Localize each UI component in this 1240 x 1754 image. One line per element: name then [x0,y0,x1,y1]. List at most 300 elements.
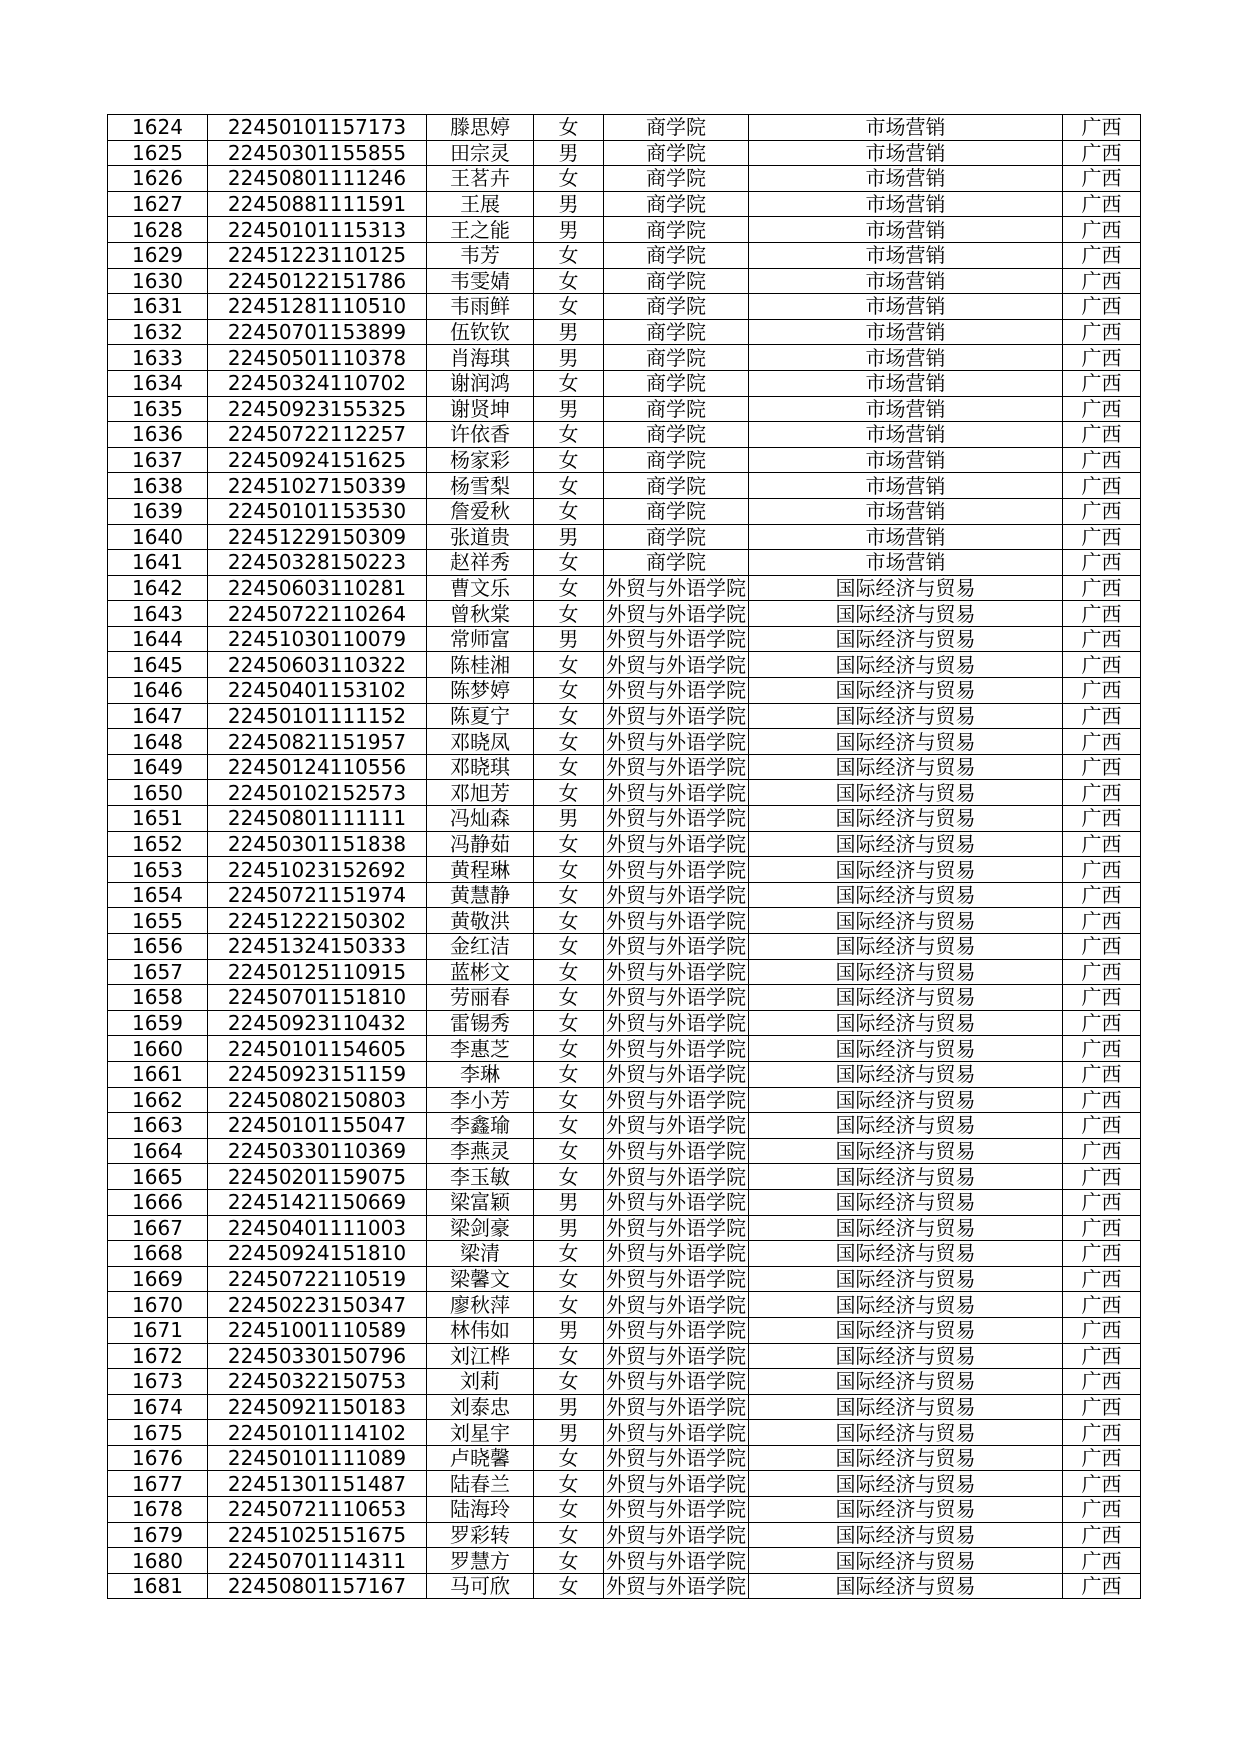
major-cell: 市场营销 [749,370,1063,396]
college-name: 商学院 [646,140,706,165]
province-cell: 广西 [1063,1113,1141,1139]
college-name: 外贸与外语学院 [606,1318,746,1343]
exam-number-cell: 22451229150309 [208,524,427,550]
gender-cell: 女 [534,242,604,268]
major-cell: 国际经济与贸易 [749,1548,1063,1574]
major-cell: 国际经济与贸易 [749,754,1063,780]
table-row [108,115,1141,141]
exam-number-cell: 22450101157173 [208,115,427,141]
college-cell [604,1394,749,1420]
college-name: 外贸与外语学院 [606,1139,746,1164]
college-name: 商学院 [646,524,706,549]
gender-cell: 女 [534,1445,604,1471]
province-cell: 广西 [1063,626,1141,652]
gender-cell: 女 [534,1522,604,1548]
student-name-cell: 梁剑豪 [427,1215,534,1241]
serial-number-cell: 1662 [108,1087,208,1113]
province-cell: 广西 [1063,191,1141,217]
table-row [108,754,1141,780]
college-name: 外贸与外语学院 [606,1420,746,1445]
college-name: 商学院 [646,294,706,319]
gender-cell: 女 [534,985,604,1011]
serial-number-cell: 1677 [108,1471,208,1497]
college-name: 外贸与外语学院 [606,1267,746,1292]
serial-number-cell: 1632 [108,319,208,345]
major-cell: 国际经济与贸易 [749,1138,1063,1164]
student-name-cell: 邓旭芳 [427,780,534,806]
student-name-cell: 卢晓馨 [427,1445,534,1471]
college-name: 外贸与外语学院 [606,959,746,984]
exam-number-cell: 22450923151159 [208,1061,427,1087]
college-cell [604,115,749,141]
college-name: 外贸与外语学院 [606,985,746,1010]
major-cell: 国际经济与贸易 [749,1164,1063,1190]
college-cell [604,242,749,268]
gender-cell: 女 [534,601,604,627]
table-row [108,1241,1141,1267]
serial-number-cell: 1644 [108,626,208,652]
college-cell [604,806,749,832]
province-cell: 广西 [1063,268,1141,294]
gender-cell: 男 [534,626,604,652]
student-name-cell: 黄敬洪 [427,908,534,934]
exam-number-cell: 22450881111591 [208,191,427,217]
college-cell [604,1369,749,1395]
college-cell [604,550,749,576]
gender-cell: 男 [534,1189,604,1215]
table-row [108,831,1141,857]
province-cell: 广西 [1063,806,1141,832]
table-row [108,1317,1141,1343]
college-name: 外贸与外语学院 [606,678,746,703]
college-name: 外贸与外语学院 [606,934,746,959]
province-cell: 广西 [1063,1394,1141,1420]
exam-number-cell: 22450301151838 [208,831,427,857]
college-cell [604,1010,749,1036]
college-name: 商学院 [646,115,706,140]
table-row [108,422,1141,448]
gender-cell: 男 [534,191,604,217]
province-cell: 广西 [1063,1241,1141,1267]
college-name: 外贸与外语学院 [606,1548,746,1573]
college-name: 外贸与外语学院 [606,703,746,728]
student-name-cell: 罗慧方 [427,1548,534,1574]
student-name-cell: 田宗灵 [427,140,534,166]
province-cell: 广西 [1063,473,1141,499]
gender-cell: 女 [534,1138,604,1164]
province-cell: 广西 [1063,1420,1141,1446]
serial-number-cell: 1650 [108,780,208,806]
college-name: 外贸与外语学院 [606,1497,746,1522]
province-cell: 广西 [1063,575,1141,601]
province-cell: 广西 [1063,1061,1141,1087]
student-name-cell: 李燕灵 [427,1138,534,1164]
student-name-cell: 曹文乐 [427,575,534,601]
province-cell: 广西 [1063,1138,1141,1164]
gender-cell: 女 [534,550,604,576]
major-cell: 国际经济与贸易 [749,882,1063,908]
college-name: 商学院 [646,268,706,293]
student-name-cell: 刘江桦 [427,1343,534,1369]
gender-cell: 女 [534,422,604,448]
major-cell: 国际经济与贸易 [749,1061,1063,1087]
province-cell: 广西 [1063,550,1141,576]
province-cell: 广西 [1063,1471,1141,1497]
serial-number-cell: 1631 [108,294,208,320]
college-cell [604,959,749,985]
student-name-cell: 林伟如 [427,1317,534,1343]
serial-number-cell: 1652 [108,831,208,857]
province-cell: 广西 [1063,780,1141,806]
table-row [108,550,1141,576]
serial-number-cell: 1638 [108,473,208,499]
student-name-cell: 陈梦婷 [427,678,534,704]
college-cell [604,1241,749,1267]
student-name-cell: 李琳 [427,1061,534,1087]
exam-number-cell: 22450801157167 [208,1573,427,1599]
college-name: 外贸与外语学院 [606,1522,746,1547]
student-name-cell: 廖秋萍 [427,1292,534,1318]
gender-cell: 女 [534,166,604,192]
student-name-cell: 谢贤坤 [427,396,534,422]
college-cell [604,524,749,550]
exam-number-cell: 22450722110519 [208,1266,427,1292]
exam-number-cell: 22450924151810 [208,1241,427,1267]
major-cell: 国际经济与贸易 [749,780,1063,806]
exam-number-cell: 22451281110510 [208,294,427,320]
table-row [108,575,1141,601]
table-row [108,473,1141,499]
college-name: 外贸与外语学院 [606,1062,746,1087]
exam-number-cell: 22451023152692 [208,857,427,883]
student-name-cell: 冯静茹 [427,831,534,857]
gender-cell: 女 [534,754,604,780]
table-row [108,806,1141,832]
gender-cell: 男 [534,217,604,243]
exam-number-cell: 22450801111111 [208,806,427,832]
gender-cell: 女 [534,575,604,601]
serial-number-cell: 1667 [108,1215,208,1241]
major-cell: 市场营销 [749,447,1063,473]
table-row [108,447,1141,473]
college-name: 外贸与外语学院 [606,1394,746,1419]
major-cell: 市场营销 [749,345,1063,371]
table-row [108,1036,1141,1062]
student-name-cell: 李鑫瑜 [427,1113,534,1139]
student-name-cell: 刘星宇 [427,1420,534,1446]
student-name-cell: 陈桂湘 [427,652,534,678]
serial-number-cell: 1660 [108,1036,208,1062]
serial-number-cell: 1636 [108,422,208,448]
table-row [108,1215,1141,1241]
major-cell: 国际经济与贸易 [749,857,1063,883]
student-name-cell: 张道贵 [427,524,534,550]
college-name: 外贸与外语学院 [606,1164,746,1189]
province-cell: 广西 [1063,1189,1141,1215]
student-name-cell: 罗彩转 [427,1522,534,1548]
gender-cell: 女 [534,1087,604,1113]
college-cell [604,345,749,371]
serial-number-cell: 1639 [108,498,208,524]
table-row [108,780,1141,806]
exam-number-cell: 22450124110556 [208,754,427,780]
college-name: 外贸与外语学院 [606,575,746,600]
college-cell [604,601,749,627]
serial-number-cell: 1679 [108,1522,208,1548]
major-cell: 国际经济与贸易 [749,1113,1063,1139]
student-name-cell: 王茗卉 [427,166,534,192]
serial-number-cell: 1657 [108,959,208,985]
college-cell [604,1164,749,1190]
college-cell [604,370,749,396]
gender-cell: 女 [534,1573,604,1599]
college-cell [604,1036,749,1062]
province-cell: 广西 [1063,908,1141,934]
serial-number-cell: 1668 [108,1241,208,1267]
student-name-cell: 韦雨鲜 [427,294,534,320]
exam-number-cell: 22450501110378 [208,345,427,371]
table-row [108,601,1141,627]
college-name: 外贸与外语学院 [606,857,746,882]
province-cell: 广西 [1063,1292,1141,1318]
major-cell: 国际经济与贸易 [749,806,1063,832]
student-name-cell: 谢润鸿 [427,370,534,396]
gender-cell: 女 [534,1343,604,1369]
exam-number-cell: 22450101115313 [208,217,427,243]
college-cell [604,1292,749,1318]
major-cell: 国际经济与贸易 [749,985,1063,1011]
major-cell: 市场营销 [749,242,1063,268]
table-row [108,985,1141,1011]
student-name-cell: 金红洁 [427,934,534,960]
serial-number-cell: 1624 [108,115,208,141]
serial-number-cell: 1635 [108,396,208,422]
gender-cell: 女 [534,882,604,908]
student-name-cell: 梁富颖 [427,1189,534,1215]
college-cell [604,1343,749,1369]
serial-number-cell: 1659 [108,1010,208,1036]
college-name: 商学院 [646,243,706,268]
table-row [108,626,1141,652]
province-cell: 广西 [1063,370,1141,396]
serial-number-cell: 1643 [108,601,208,627]
exam-number-cell: 22450328150223 [208,550,427,576]
table-row [108,1471,1141,1497]
province-cell: 广西 [1063,1164,1141,1190]
serial-number-cell: 1647 [108,703,208,729]
gender-cell: 男 [534,345,604,371]
student-name-cell: 劳丽春 [427,985,534,1011]
province-cell: 广西 [1063,242,1141,268]
exam-number-cell: 22450201159075 [208,1164,427,1190]
college-name: 外贸与外语学院 [606,1113,746,1138]
college-cell [604,1573,749,1599]
college-cell [604,575,749,601]
major-cell: 国际经济与贸易 [749,1573,1063,1599]
serial-number-cell: 1669 [108,1266,208,1292]
college-cell [604,1445,749,1471]
table-row [108,242,1141,268]
serial-number-cell: 1678 [108,1497,208,1523]
college-name: 外贸与外语学院 [606,908,746,933]
table-row [108,1266,1141,1292]
table-row [108,1010,1141,1036]
exam-number-cell: 22450722112257 [208,422,427,448]
province-cell: 广西 [1063,1087,1141,1113]
college-name: 商学院 [646,192,706,217]
student-name-cell: 肖海琪 [427,345,534,371]
major-cell: 国际经济与贸易 [749,831,1063,857]
major-cell: 市场营销 [749,550,1063,576]
exam-number-cell: 22451001110589 [208,1317,427,1343]
province-cell: 广西 [1063,831,1141,857]
exam-number-cell: 22450923110432 [208,1010,427,1036]
exam-number-cell: 22450401153102 [208,678,427,704]
major-cell: 市场营销 [749,294,1063,320]
gender-cell: 男 [534,140,604,166]
college-cell [604,1317,749,1343]
college-name: 外贸与外语学院 [606,729,746,754]
major-cell: 市场营销 [749,191,1063,217]
student-name-cell: 陈夏宁 [427,703,534,729]
college-cell [604,1061,749,1087]
college-cell [604,217,749,243]
college-cell [604,1138,749,1164]
college-cell [604,754,749,780]
college-name: 商学院 [646,371,706,396]
college-cell [604,191,749,217]
college-cell [604,652,749,678]
table-row [108,729,1141,755]
college-name: 外贸与外语学院 [606,780,746,805]
student-name-cell: 李惠芝 [427,1036,534,1062]
province-cell: 广西 [1063,882,1141,908]
table-row [108,1189,1141,1215]
province-cell: 广西 [1063,447,1141,473]
gender-cell: 男 [534,806,604,832]
gender-cell: 女 [534,1266,604,1292]
gender-cell: 女 [534,959,604,985]
serial-number-cell: 1628 [108,217,208,243]
major-cell: 市场营销 [749,268,1063,294]
major-cell: 国际经济与贸易 [749,575,1063,601]
college-cell [604,422,749,448]
exam-number-cell: 22450330150796 [208,1343,427,1369]
serial-number-cell: 1642 [108,575,208,601]
table-row [108,959,1141,985]
exam-number-cell: 22450801111246 [208,166,427,192]
table-row [108,166,1141,192]
college-cell [604,140,749,166]
table-row [108,140,1141,166]
table-row [108,217,1141,243]
student-name-cell: 许依香 [427,422,534,448]
major-cell: 国际经济与贸易 [749,1394,1063,1420]
serial-number-cell: 1625 [108,140,208,166]
student-name-cell: 黄程琳 [427,857,534,883]
student-name-cell: 杨家彩 [427,447,534,473]
college-name: 外贸与外语学院 [606,883,746,908]
gender-cell: 女 [534,857,604,883]
table-row [108,268,1141,294]
major-cell: 国际经济与贸易 [749,1445,1063,1471]
college-name: 外贸与外语学院 [606,1190,746,1215]
major-cell: 市场营销 [749,166,1063,192]
table-row [108,1138,1141,1164]
serial-number-cell: 1676 [108,1445,208,1471]
gender-cell: 女 [534,678,604,704]
major-cell: 国际经济与贸易 [749,1471,1063,1497]
major-cell: 国际经济与贸易 [749,959,1063,985]
province-cell: 广西 [1063,345,1141,371]
serial-number-cell: 1645 [108,652,208,678]
exam-number-cell: 22450125110915 [208,959,427,985]
exam-number-cell: 22450924151625 [208,447,427,473]
table-row [108,1164,1141,1190]
table-row [108,1573,1141,1599]
exam-number-cell: 22450122151786 [208,268,427,294]
major-cell: 市场营销 [749,422,1063,448]
college-name: 外贸与外语学院 [606,1574,746,1599]
major-cell: 国际经济与贸易 [749,1241,1063,1267]
province-cell: 广西 [1063,1266,1141,1292]
gender-cell: 女 [534,498,604,524]
table-body [108,115,1141,1599]
exam-number-cell: 22451222150302 [208,908,427,934]
serial-number-cell: 1634 [108,370,208,396]
province-cell: 广西 [1063,1317,1141,1343]
student-name-cell: 雷锡秀 [427,1010,534,1036]
gender-cell: 女 [534,831,604,857]
major-cell: 国际经济与贸易 [749,678,1063,704]
major-cell: 市场营销 [749,498,1063,524]
college-cell [604,1548,749,1574]
province-cell: 广西 [1063,1573,1141,1599]
exam-number-cell: 22450721110653 [208,1497,427,1523]
college-cell [604,908,749,934]
college-cell [604,703,749,729]
college-name: 外贸与外语学院 [606,1036,746,1061]
college-cell [604,882,749,908]
province-cell: 广西 [1063,754,1141,780]
exam-number-cell: 22450102152573 [208,780,427,806]
college-name: 商学院 [646,345,706,370]
serial-number-cell: 1672 [108,1343,208,1369]
major-cell: 市场营销 [749,217,1063,243]
table-row [108,934,1141,960]
exam-number-cell: 22450701151810 [208,985,427,1011]
exam-number-cell: 22450401111003 [208,1215,427,1241]
table-row [108,319,1141,345]
student-name-cell: 刘泰忠 [427,1394,534,1420]
exam-number-cell: 22450101153530 [208,498,427,524]
serial-number-cell: 1665 [108,1164,208,1190]
student-name-cell: 赵祥秀 [427,550,534,576]
major-cell: 国际经济与贸易 [749,1369,1063,1395]
student-name-cell: 马可欣 [427,1573,534,1599]
college-name: 外贸与外语学院 [606,1087,746,1112]
exam-number-cell: 22450324110702 [208,370,427,396]
gender-cell: 女 [534,115,604,141]
college-name: 商学院 [646,166,706,191]
major-cell: 国际经济与贸易 [749,1189,1063,1215]
gender-cell: 女 [534,1036,604,1062]
college-cell [604,319,749,345]
table-row [108,678,1141,704]
gender-cell: 男 [534,319,604,345]
exam-number-cell: 22450101114102 [208,1420,427,1446]
gender-cell: 女 [534,294,604,320]
